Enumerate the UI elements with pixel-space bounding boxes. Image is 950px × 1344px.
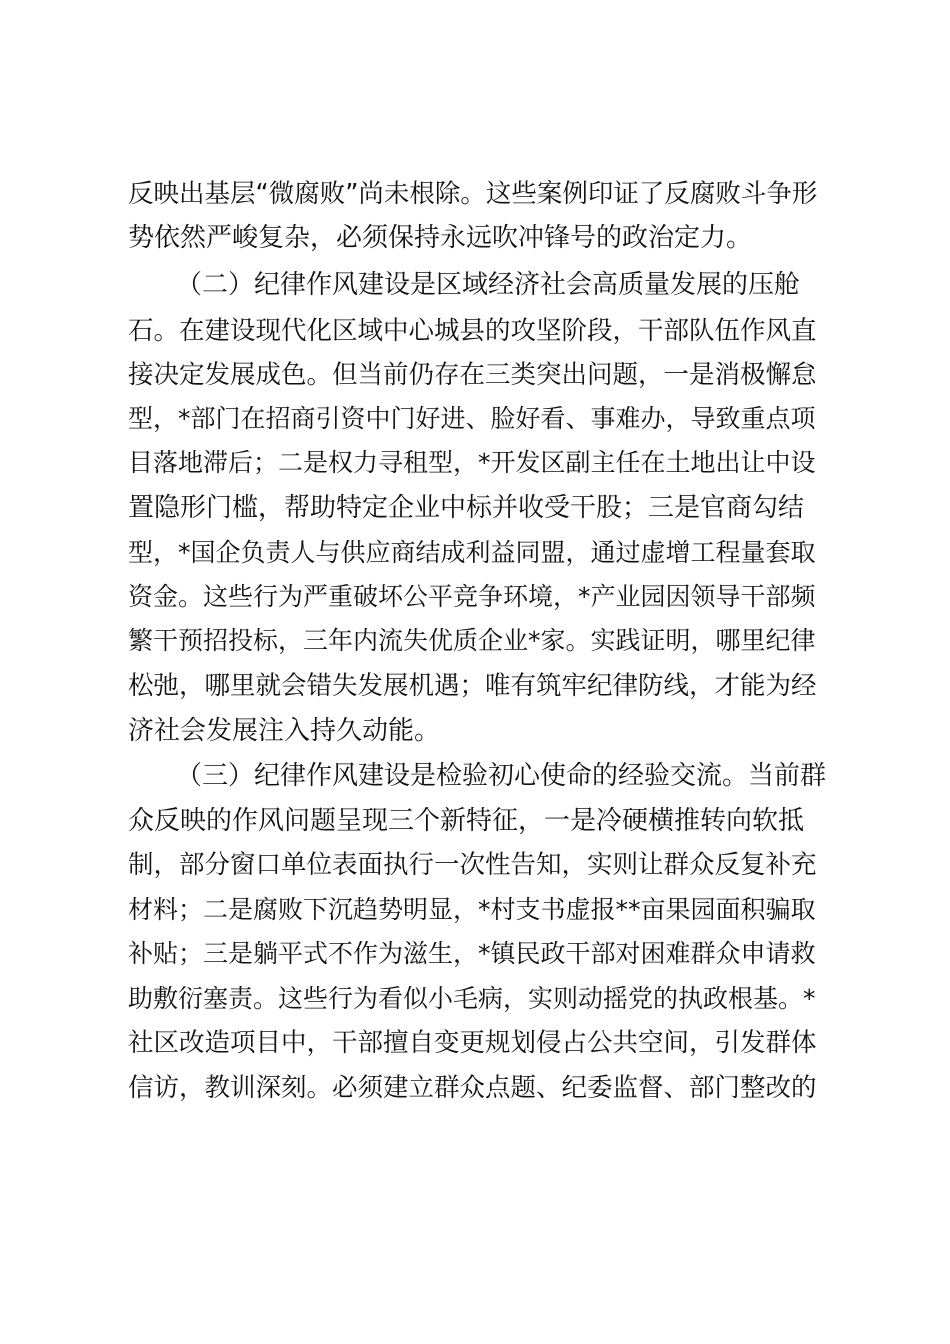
text-line-21: 信访，教训深刻。必须建立群众点题、纪委监督、部门整改的 — [128, 1073, 817, 1103]
text-line-16: 制，部分窗口单位表面执行一次性告知，实则让群众反复补充 — [128, 850, 817, 880]
text-line-6: 型，*部门在招商引资中门好进、脸好看、事难办，导致重点项 — [128, 404, 816, 433]
text-line-10: 资金。这些行为严重破坏公平竞争环境，*产业园因领导干部频 — [128, 582, 816, 611]
text-line-19: 助敷衍塞责。这些行为看似小毛病，实则动摇党的执政根基。* — [128, 984, 816, 1013]
text-line-15: 众反映的作风问题呈现三个新特征，一是冷硬横推转向软抵 — [128, 806, 805, 836]
text-line-20: 社区改造项目中，干部擅自变更规划侵占公共空间，引发群体 — [128, 1028, 817, 1058]
text-line-12: 松弛，哪里就会错失发展机遇；唯有筑牢纪律防线，才能为经 — [128, 671, 817, 701]
text-line-18: 补贴；三是躺平式不作为滋生，*镇民政干部对困难群众申请救 — [128, 939, 816, 968]
text-line-17: 材料；二是腐败下沉趋势明显，*村支书虚报**亩果园面积骗取 — [128, 895, 816, 924]
text-line-14: （三）纪律作风建设是检验初心使命的经验交流。当前群 — [176, 761, 827, 791]
text-line-2: 势依然严峻复杂，必须保持永远吹冲锋号的政治定力。 — [128, 223, 753, 253]
text-line-3: （二）纪律作风建设是区域经济社会高质量发展的压舱 — [176, 270, 801, 300]
text-line-9: 型，*国企负责人与供应商结成利益同盟，通过虚增工程量套取 — [128, 538, 816, 567]
text-line-13: 济社会发展注入持久动能。 — [128, 716, 441, 746]
text-line-4: 石。在建设现代化区域中心城县的攻坚阶段，干部队伍作风直 — [128, 316, 817, 346]
text-line-5: 接决定发展成色。但当前仍存在三类突出问题，一是消极懈怠 — [128, 360, 817, 390]
text-line-11: 繁干预招投标，三年内流失优质企业*家。实践证明，哪里纪律 — [128, 626, 816, 655]
text-line-7: 目落地滞后；二是权力寻租型，*开发区副主任在土地出让中设 — [128, 448, 816, 477]
text-line-8: 置隐形门槛，帮助特定企业中标并收受干股；三是官商勾结 — [128, 493, 805, 523]
text-line-1: 反映出基层“微腐败”尚未根除。这些案例印证了反腐败斗争形 — [128, 179, 818, 209]
